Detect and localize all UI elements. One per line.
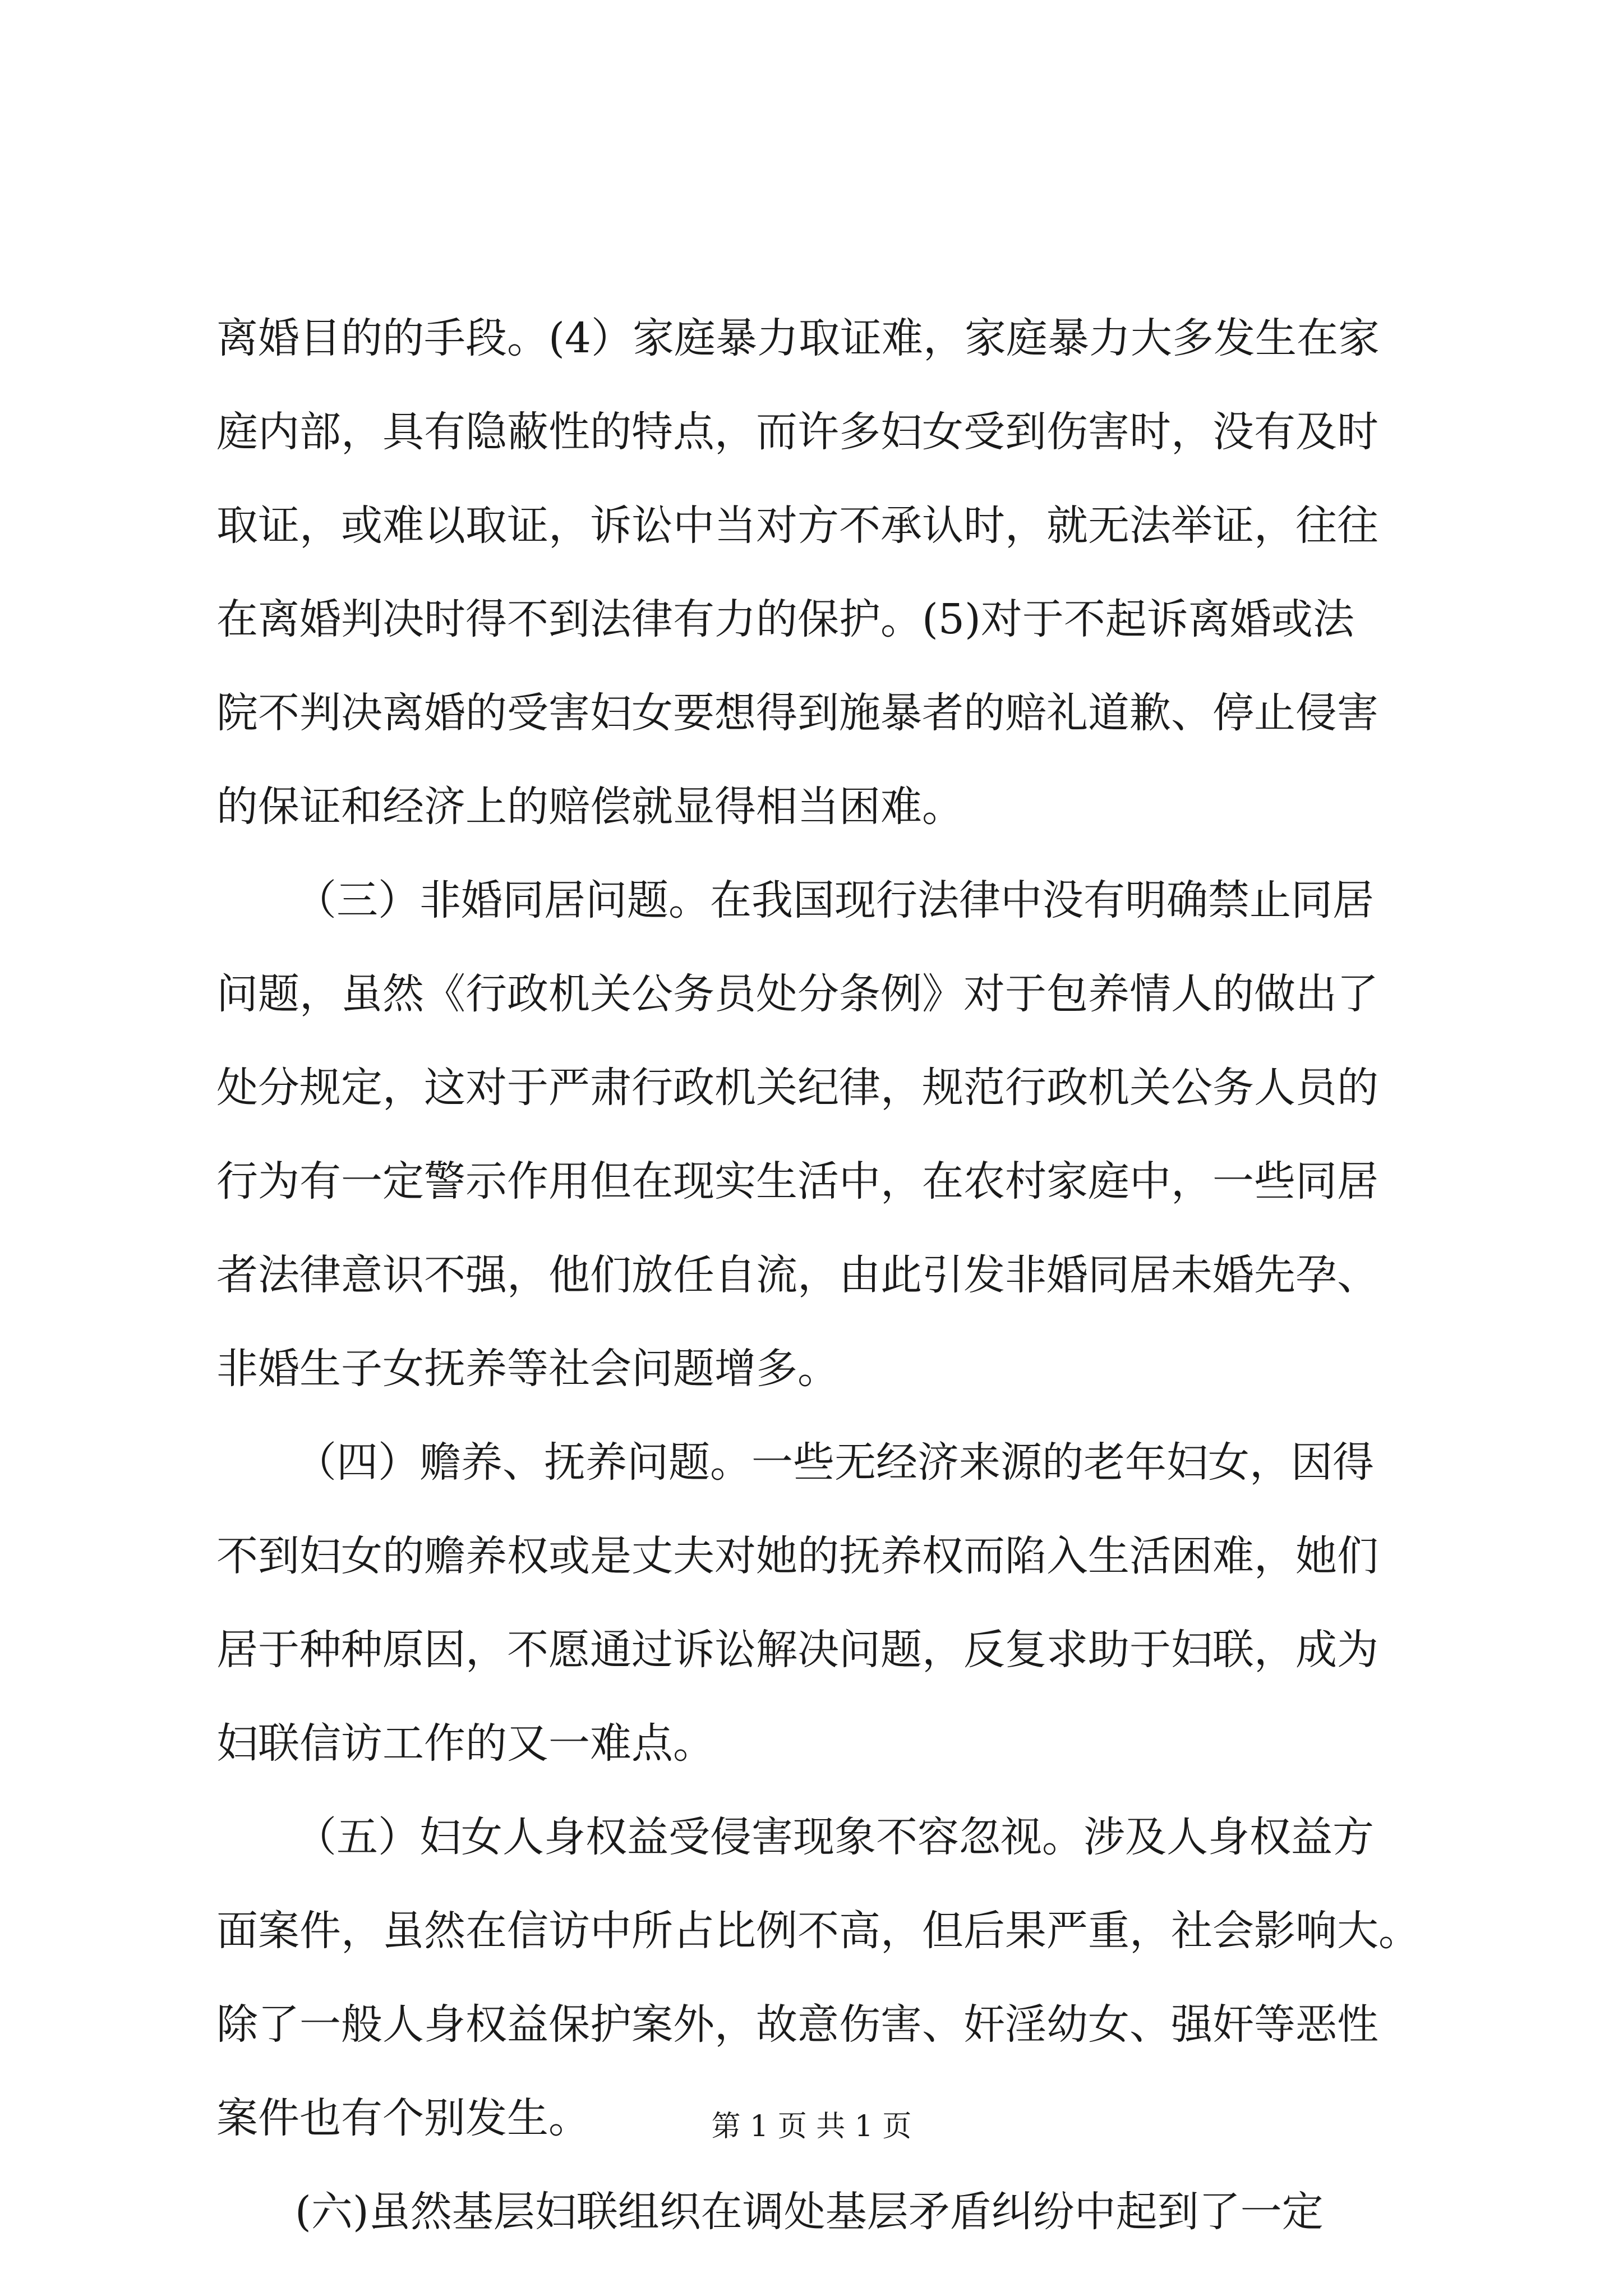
text-line: 院不判决离婚的受害妇女要想得到施暴者的赔礼道歉、停止侵害 — [216, 689, 1378, 737]
text-line: 行为有一定警示作用但在现实生活中，在农村家庭中，一些同居 — [216, 1157, 1378, 1205]
paragraph-start-line: (六)虽然基层妇联组织在调处基层矛盾纠纷中起到了一定 — [295, 2188, 1324, 2236]
text-line: 庭内部，具有隐蔽性的特点，而许多妇女受到伤害时，没有及时 — [216, 408, 1378, 456]
text-line: 非婚生子女抚养等社会问题增多。 — [216, 1345, 839, 1393]
text-line: 居于种种原因，不愿通过诉讼解决问题，反复求助于妇联，成为 — [216, 1626, 1378, 1674]
paragraph-start-line: （三）非婚同居问题。在我国现行法律中没有明确禁止同居 — [295, 876, 1374, 924]
text-line: 离婚目的的手段。(4）家庭暴力取证难，家庭暴力大多发生在家 — [216, 314, 1380, 362]
document-body — [216, 292, 1420, 2259]
text-line: 除了一般人身权益保护案外，故意伤害、奸淫幼女、强奸等恶性 — [216, 2000, 1378, 2049]
text-line: 妇联信访工作的又一难点。 — [216, 1719, 714, 1768]
text-line: 者法律意识不强，他们放任自流，由此引发非婚同居未婚先孕、 — [216, 1251, 1378, 1299]
text-line: 问题，虽然《行政机关公务员处分条例》对于包养情人的做出了 — [216, 970, 1378, 1018]
paragraph-start-line: （四）赡养、抚养问题。一些无经济来源的老年妇女，因得 — [295, 1438, 1374, 1487]
text-line: 在离婚判决时得不到法律有力的保护。(5)对于不起诉离婚或法 — [216, 595, 1354, 643]
text-line: 面案件，虽然在信访中所占比例不高，但后果严重，社会影响大。 — [216, 1907, 1420, 1955]
text-line: 处分规定，这对于严肃行政机关纪律，规范行政机关公务人员的 — [216, 1064, 1378, 1112]
text-line: 取证，或难以取证，诉讼中当对方不承认时，就无法举证，往往 — [216, 501, 1378, 550]
text-line: 不到妇女的赡养权或是丈夫对她的抚养权而陷入生活困难，她们 — [216, 1532, 1378, 1580]
page-footer: 第 1 页 共 1 页 — [711, 2110, 912, 2143]
text-line: 的保证和经济上的赔偿就显得相当困难。 — [216, 783, 963, 831]
text-line: 案件也有个别发生。 — [216, 2094, 590, 2142]
paragraph-start-line: （五）妇女人身权益受侵害现象不容忽视。涉及人身权益方 — [295, 1813, 1374, 1861]
